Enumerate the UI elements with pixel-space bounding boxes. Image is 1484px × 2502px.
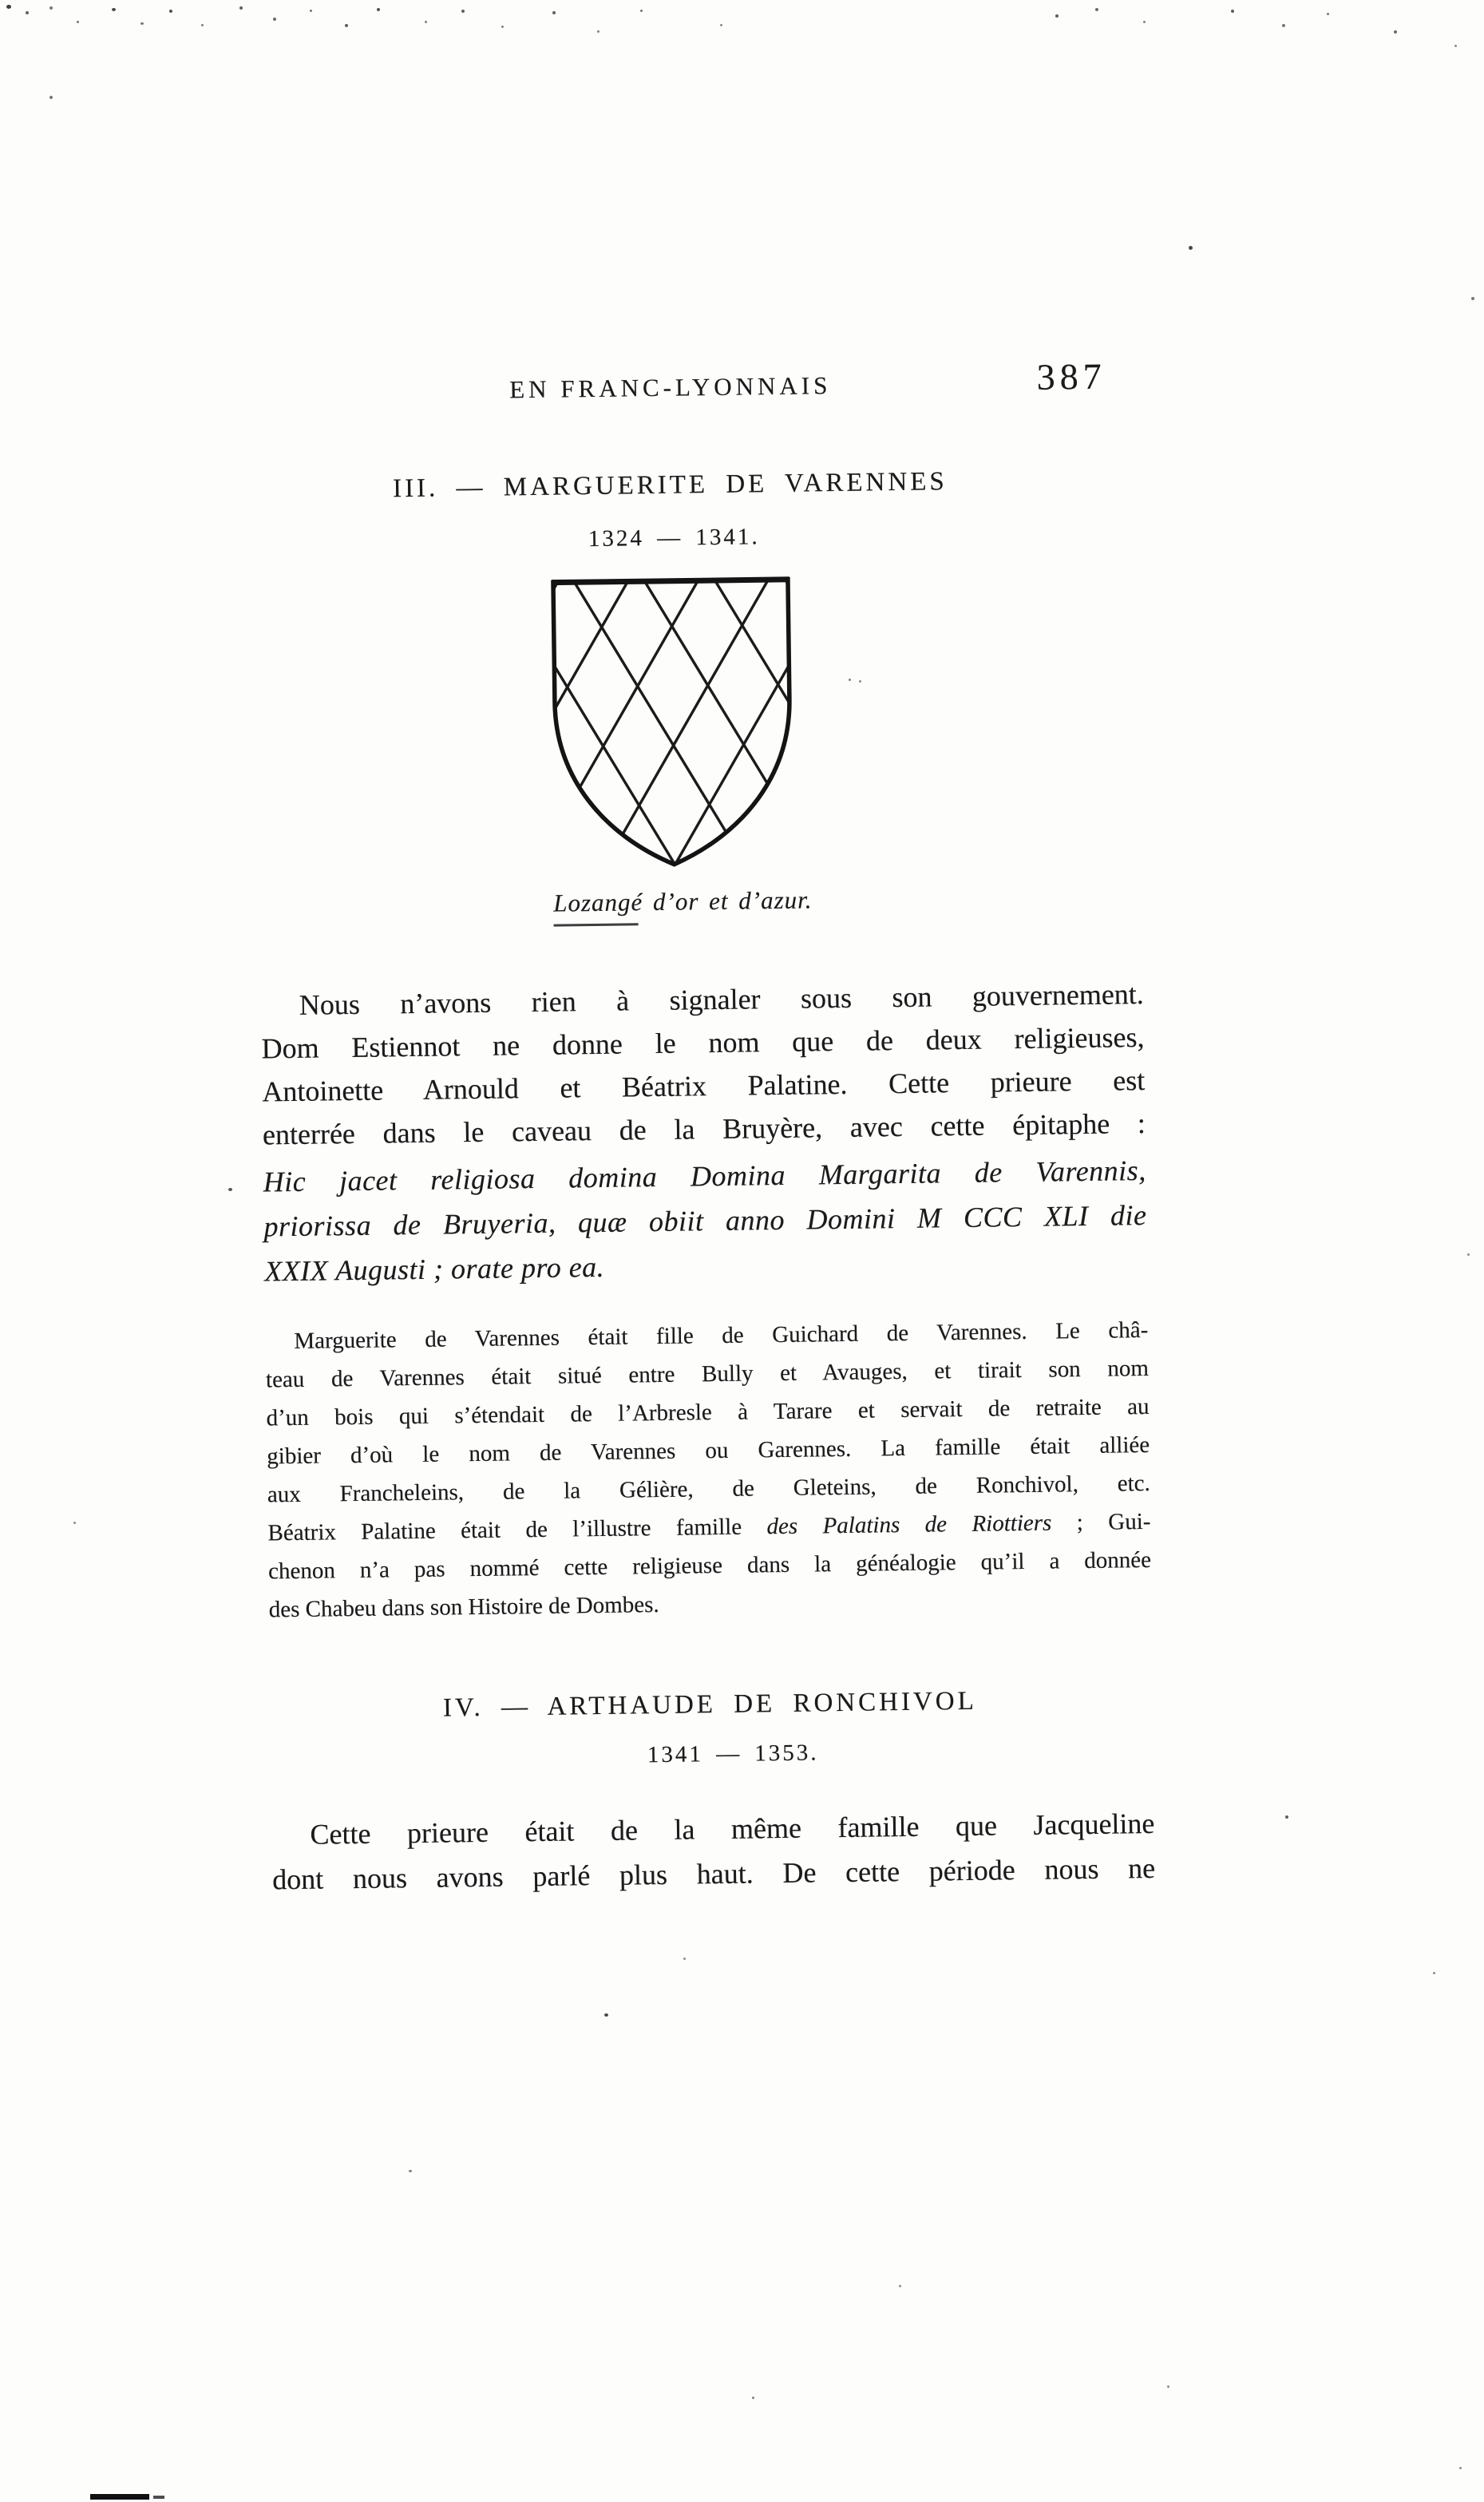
main-paragraph (261, 972, 1146, 1156)
scan-speck (1143, 21, 1146, 23)
note-line: gibier d’où le nom de Varennes ou Garennes. La famille était alliée (267, 1431, 1150, 1470)
scan-speck (683, 1958, 686, 1960)
text-run: ; Gui- (1051, 1508, 1151, 1536)
scan-speck (604, 2013, 608, 2017)
scan-speck (49, 6, 53, 10)
scan-speck (345, 24, 348, 27)
scan-speck (752, 2397, 754, 2399)
scan-speck (849, 679, 851, 681)
scan-speck (425, 21, 427, 23)
scan-speck (6, 5, 11, 9)
scan-speck (112, 8, 116, 11)
scan-speck (1327, 13, 1329, 15)
note-line: d’un bois qui s’étendait de l’Arbresle à Tarare et servait de retraite au (266, 1393, 1150, 1431)
scan-speck (201, 24, 204, 26)
scan-speck (1471, 297, 1474, 300)
caption-underline-artifact (554, 923, 639, 926)
closing-line: Cette prieure était de la même famille que Jacqueline (310, 1807, 1155, 1851)
scan-speck (1055, 14, 1059, 18)
epitaph-line: priorissa de Bruyeria, quæ obiit anno Domini M CCC XLI die (263, 1198, 1147, 1243)
scan-speck (899, 2285, 901, 2287)
paragraph-line: Dom Estiennot ne donne le nom que de deux religieuses, (261, 1021, 1145, 1065)
scan-speck (310, 10, 312, 12)
scan-speck (1433, 1972, 1435, 1974)
scan-speck (1467, 1253, 1470, 1256)
epitaph-line: XXIX Augusti ; orate pro ea. (263, 1250, 605, 1288)
paragraph-line: Nous n’avons rien à signaler sous son gouvernement. (299, 978, 1145, 1021)
bottom-press-mark (90, 2494, 149, 2500)
note-paragraph (265, 1311, 1152, 1629)
shield-top-edge (552, 580, 789, 583)
note-line: chenon n’a pas nommé cette religieuse dans la généalogie qu’il a donnée (267, 1546, 1152, 1585)
scan-speck (169, 10, 172, 13)
scan-speck (49, 96, 53, 99)
scan-speck (409, 2170, 412, 2172)
note-line: aux Francheleins, de la Gélière, de Gleteins, de Ronchivol, etc. (267, 1470, 1151, 1508)
text-run-italic: des Palatins de Riottiers (766, 1510, 1052, 1540)
closing-paragraph (271, 1801, 1155, 1902)
scan-speck (273, 18, 276, 21)
running-header: EN FRANC-LYONNAIS (509, 371, 832, 404)
scan-speck (461, 10, 465, 13)
scan-speck (73, 1522, 76, 1524)
scan-speck (552, 11, 556, 14)
lozengy-shield-icon (547, 573, 798, 873)
page-number: 387 (1036, 355, 1106, 398)
scan-speck (1189, 246, 1193, 250)
section-dates-marguerite: 1324 — 1341. (588, 524, 760, 552)
shield-caption: Lozangé d’or et d’azur. (552, 885, 813, 917)
section-dates-arthaude: 1341 — 1353. (647, 1740, 819, 1768)
note-line: teau de Varennes était situé entre Bully et Avauges, et tirait son nom (265, 1355, 1150, 1393)
bottom-press-mark-dots (153, 2496, 164, 2499)
scan-speck (1394, 30, 1397, 34)
scan-speck (597, 30, 600, 33)
note-line: Marguerite de Varennes était fille de Guichard de Varennes. Le châ- (294, 1316, 1149, 1354)
scan-speck (1285, 1815, 1288, 1819)
section-heading-marguerite: III. — MARGUERITE DE VARENNES (392, 467, 948, 504)
scan-speck (1167, 2385, 1169, 2388)
scan-speck (640, 10, 643, 12)
scan-speck (1095, 8, 1098, 11)
scan-speck (1454, 45, 1457, 47)
scan-speck (720, 24, 722, 26)
lozenge-lattice (547, 573, 798, 873)
closing-line: dont nous avons parlé plus haut. De cette période nous ne (271, 1851, 1156, 1896)
paragraph-line: Antoinette Arnould et Béatrix Palatine. Cette prieure est (262, 1064, 1146, 1108)
scan-speck (228, 1188, 232, 1191)
note-line: des Chabeu dans son Histoire de Dombes. (268, 1592, 659, 1623)
scan-speck (140, 22, 144, 25)
scan-speck (377, 8, 380, 11)
scan-speck (1459, 2467, 1462, 2469)
scan-speck (239, 6, 243, 10)
scan-speck (859, 680, 861, 683)
scan-speck (77, 21, 79, 23)
epitaph-paragraph (263, 1148, 1147, 1293)
section-heading-arthaude: IV. — ARTHAUDE DE RONCHIVOL (442, 1686, 977, 1723)
scan-speck (501, 26, 504, 28)
paragraph-line: enterrée dans le caveau de la Bruyère, avec cette épitaphe : (262, 1107, 1146, 1151)
scan-speck (26, 11, 29, 14)
scan-speck (1282, 24, 1285, 27)
scan-speck (1231, 10, 1234, 13)
text-run: Béatrix Palatine était de l’illustre famille (267, 1514, 767, 1546)
epitaph-line: Hic jacet religiosa domina Domina Margarita de Varennis, (263, 1154, 1146, 1198)
